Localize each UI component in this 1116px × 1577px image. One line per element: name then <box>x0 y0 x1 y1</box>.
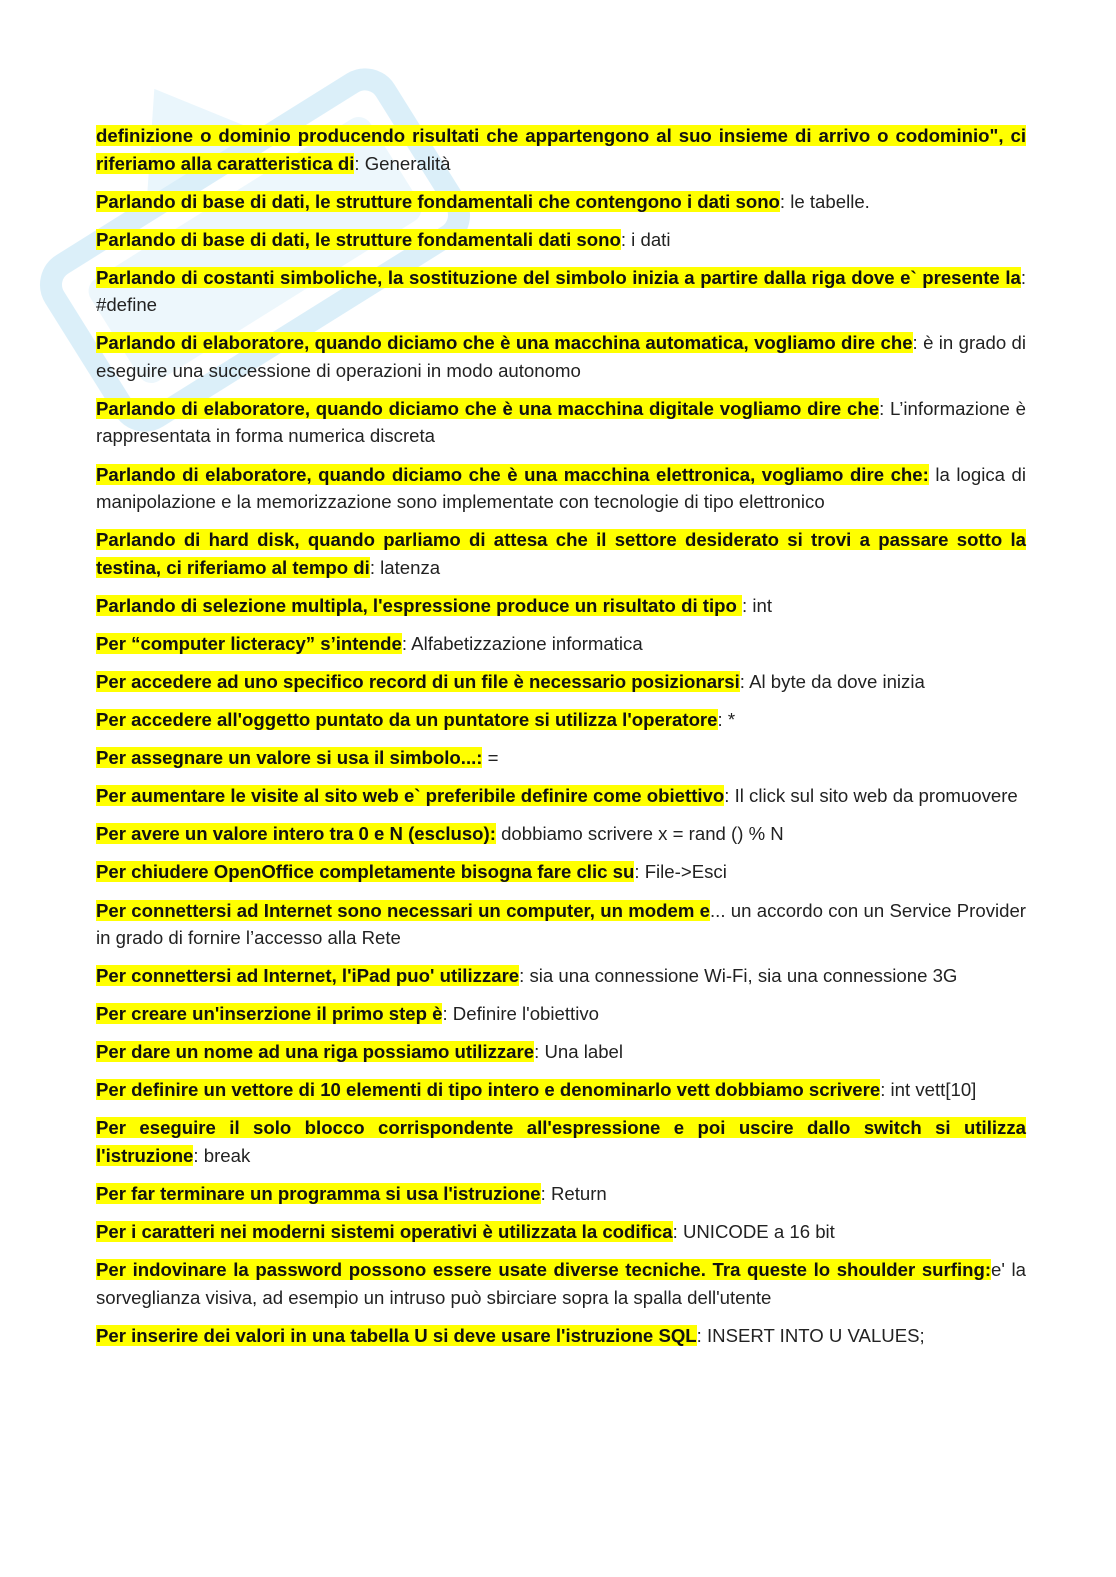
answer-text: : Return <box>540 1183 607 1205</box>
qa-item <box>96 1000 1026 1028</box>
question-highlight: Per definire un vettore di 10 elementi di tipo intero e denominarlo vett dobbiamo scrivere <box>96 1079 881 1101</box>
question-highlight: Parlando di base di dati, le strutture fondamentali dati sono <box>96 228 621 250</box>
qa-item <box>96 1076 1026 1104</box>
qa-item <box>96 264 1026 319</box>
qa-item <box>96 526 1026 581</box>
question-highlight: definizione o dominio producendo risultati che appartengono al suo insieme di arrivo o codominio", ci riferiamo alla caratteristica di <box>96 125 1026 174</box>
answer-text: : Generalità <box>354 152 451 174</box>
answer-text: : INSERT INTO U VALUES; <box>696 1324 925 1346</box>
answer-text: : i dati <box>620 228 671 250</box>
answer-text: dobbiamo scrivere x = rand () % N <box>495 823 784 845</box>
qa-item <box>96 395 1026 450</box>
qa-item <box>96 188 1026 216</box>
question-highlight: Parlando di elaboratore, quando diciamo che è una macchina digitale vogliamo dire che <box>96 397 880 419</box>
answer-text: : latenza <box>369 556 441 578</box>
answer-text: : L’informazione è rappresentata in forma numerica discreta <box>96 397 1026 447</box>
question-highlight: Per connettersi ad Internet, l'iPad puo' utilizzare <box>96 965 520 987</box>
question-highlight: Per inserire dei valori in una tabella U si deve usare l'istruzione SQL <box>96 1324 697 1346</box>
answer-text: : File->Esci <box>634 861 727 883</box>
answer-text: ... un accordo con un Service Provider in grado di fornire l’accesso alla Rete <box>96 899 1026 948</box>
question-highlight: Parlando di elaboratore, quando diciamo che è una macchina automatica, vogliamo dire che <box>96 332 913 354</box>
question-highlight: Parlando di base di dati, le strutture fondamentali che contengono i dati sono <box>96 190 780 212</box>
answer-text: : Definire l'obiettivo <box>442 1003 599 1025</box>
question-highlight: Per dare un nome ad una riga possiamo utilizzare <box>96 1041 535 1063</box>
qa-item <box>96 858 1026 886</box>
qa-item <box>96 744 1026 772</box>
question-highlight: Per assegnare un valore si usa il simbolo...: <box>96 747 483 769</box>
question-highlight: Parlando di costanti simboliche, la sostituzione del simbolo inizia a partire dalla riga dove e` presente la <box>96 266 1021 288</box>
qa-item <box>96 1180 1026 1208</box>
question-highlight: Per aumentare le visite al sito web e` preferibile definire come obiettivo <box>96 785 725 807</box>
question-highlight: Per i caratteri nei moderni sistemi operativi è utilizzata la codifica <box>96 1221 673 1243</box>
qa-item <box>96 1322 1026 1350</box>
answer-text: : int vett[10] <box>880 1079 977 1101</box>
answer-text: : Al byte da dove inizia <box>739 670 925 692</box>
question-highlight: Per eseguire il solo blocco corrispondente all'espressione e poi uscire dallo switch si utilizza l'istruzione <box>96 1117 1026 1166</box>
question-highlight: Per accedere all'oggetto puntato da un puntatore si utilizza l'operatore <box>96 709 718 731</box>
qa-item <box>96 782 1026 810</box>
qa-item <box>96 592 1026 620</box>
question-highlight: Per accedere ad uno specifico record di un file è necessario posizionarsi <box>96 670 740 692</box>
qa-item <box>96 962 1026 990</box>
qa-item <box>96 897 1026 952</box>
question-highlight: Parlando di hard disk, quando parliamo di attesa che il settore desiderato si trovi a passare sotto la testina, ci riferiamo al tempo di <box>96 529 1026 578</box>
qa-item <box>96 1114 1026 1169</box>
qa-item <box>96 461 1026 516</box>
question-highlight: Per “computer licteracy” s’intende <box>96 632 402 654</box>
answer-text: e' la sorveglianza visiva, ad esempio un intruso può sbirciare sopra la spalla dell'utente <box>96 1259 1027 1308</box>
answer-text: : le tabelle. <box>779 190 870 212</box>
answer-text: : * <box>717 709 736 731</box>
qa-item <box>96 630 1026 658</box>
question-highlight: Per connettersi ad Internet sono necessari un computer, un modem e <box>96 899 710 921</box>
qa-item <box>96 1038 1026 1066</box>
answer-text: : Alfabetizzazione informatica <box>401 632 643 654</box>
answer-text: : break <box>193 1144 251 1166</box>
qa-item <box>96 706 1026 734</box>
qa-item <box>96 329 1026 384</box>
question-highlight: Per creare un'inserzione il primo step è <box>96 1003 443 1025</box>
qa-item <box>96 820 1026 848</box>
question-highlight: Parlando di selezione multipla, l'espressione produce un risultato di tipo <box>96 594 743 616</box>
question-highlight: Per chiudere OpenOffice completamente bisogna fare clic su <box>96 861 635 883</box>
answer-text: : sia una connessione Wi-Fi, sia una connessione 3G <box>519 965 958 987</box>
answer-text: la logica di manipolazione e la memorizzazione sono implementate con tecnologie di tipo elettronico <box>96 463 1026 513</box>
answer-text: : UNICODE a 16 bit <box>672 1221 835 1243</box>
question-highlight: Parlando di elaboratore, quando diciamo che è una macchina elettronica, vogliamo dire che: <box>96 463 929 485</box>
answer-text: : int <box>742 594 772 616</box>
answer-text: : #define <box>96 266 1026 316</box>
answer-text: : Il click sul sito web da promuovere <box>724 785 1018 807</box>
qa-item <box>96 226 1026 254</box>
qa-item <box>96 122 1026 177</box>
qa-item <box>96 668 1026 696</box>
answer-text: : è in grado di eseguire una successione di operazioni in modo autonomo <box>96 332 1026 381</box>
qa-item <box>96 1256 1026 1311</box>
question-highlight: Per far terminare un programma si usa l'istruzione <box>96 1183 541 1205</box>
qa-item <box>96 1218 1026 1246</box>
answer-text: = <box>482 747 499 769</box>
question-highlight: Per avere un valore intero tra 0 e N (escluso): <box>96 823 496 845</box>
question-highlight: Per indovinare la password possono essere usate diverse tecniche. Tra queste lo shoulder surfing: <box>96 1259 992 1281</box>
document-body <box>96 122 1026 1360</box>
answer-text: : Una label <box>534 1041 624 1063</box>
